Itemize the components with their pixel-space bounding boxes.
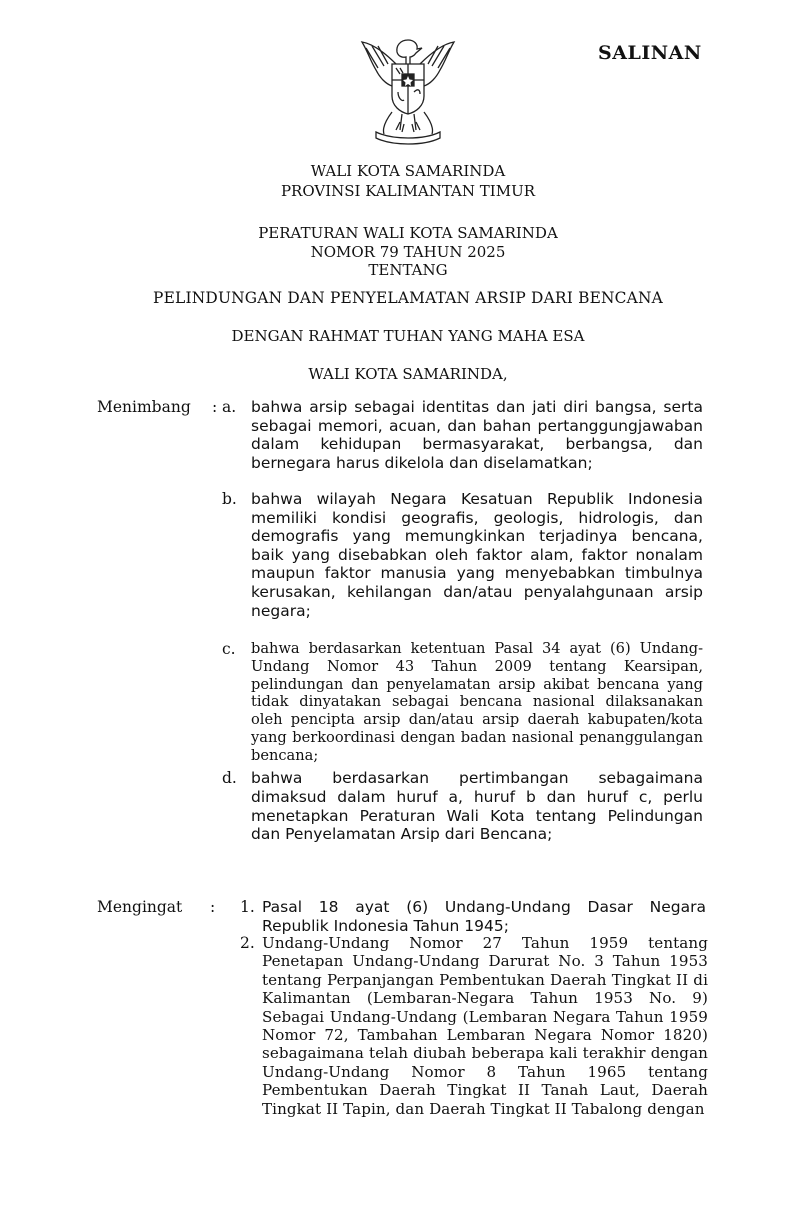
item-marker: b.: [222, 490, 237, 508]
menimbang-label: Menimbang: [97, 398, 191, 416]
regulation-title: PERATURAN WALI KOTA SAMARINDA: [258, 224, 558, 242]
item-marker: d.: [222, 769, 237, 787]
mengingat-label: Mengingat: [97, 898, 183, 916]
item-marker: 2.: [240, 934, 255, 952]
menimbang-colon: :: [212, 398, 218, 416]
item-marker: c.: [222, 640, 236, 658]
official-title: WALI KOTA SAMARINDA: [310, 162, 506, 180]
province-title: PROVINSI KALIMANTAN TIMUR: [280, 182, 536, 200]
item-marker: 1.: [240, 898, 255, 916]
regulation-about: TENTANG: [368, 261, 448, 279]
issuer: WALI KOTA SAMARINDA,: [308, 365, 508, 383]
item-text: bahwa berdasarkan pertimbangan sebagaimana dimaksud dalam huruf a, huruf b dan huruf c, perlu menetapkan Peraturan Wali Kota tentang Pelindungan dan Penyelamatan Arsip dari Bencana;: [251, 769, 703, 844]
item-marker: a.: [222, 398, 237, 416]
invocation: DENGAN RAHMAT TUHAN YANG MAHA ESA: [231, 327, 585, 345]
item-text: Undang-Undang Nomor 27 Tahun 1959 tentang Penetapan Undang-Undang Darurat No. 3 Tahun 1953 tentang Perpanjangan Pembentukan Daerah Tingkat II di Kalimantan (Lembaran-Negara Tahun 1953 No. 9) Sebagai Undang-Undang (Lembaran Negara Tahun 1959 Nomor 72, Tambahan Lembaran Negara Nomor 1820) sebagaimana telah diubah beberapa kali terakhir dengan Undang-Undang Nomor 8 Tahun 1965 tentang Pembentukan Daerah Tingkat II Tanah Laut, Daerah Tingkat II Tapin, dan Daerah Tingkat II Tabalong dengan: [262, 934, 708, 1118]
regulation-number: NOMOR 79 TAHUN 2025: [310, 243, 506, 261]
regulation-subject: PELINDUNGAN DAN PENYELAMATAN ARSIP DARI BENCANA: [153, 289, 663, 307]
item-text: bahwa wilayah Negara Kesatuan Republik Indonesia memiliki kondisi geografis, geologis, hidrologis, dan demografis yang memungkinkan terjadinya bencana, baik yang disebabkan oleh faktor alam, faktor nonalam maupun faktor manusia yang menyebabkan timbulnya kerusakan, kehilangan dan/atau penyalahgunaan arsip negara;: [251, 490, 703, 620]
item-text: bahwa berdasarkan ketentuan Pasal 34 ayat (6) Undang-Undang Nomor 43 Tahun 2009 tentang Kearsipan, pelindungan dan penyelamatan arsip akibat bencana yang tidak dinyatakan sebagai bencana nasional dilaksanakan oleh pencipta arsip dan/atau arsip daerah kabupaten/kota yang berkoordinasi dengan badan nasional penanggulangan bencana;: [251, 640, 703, 764]
item-text: bahwa arsip sebagai identitas dan jati diri bangsa, serta sebagai memori, acuan, dan bahan pertanggungjawaban dalam kehidupan bermasyarakat, berbangsa, dan bernegara harus dikelola dan diselamatkan;: [251, 398, 703, 472]
garuda-emblem-icon: [356, 34, 460, 146]
item-text: Pasal 18 ayat (6) Undang-Undang Dasar Negara Republik Indonesia Tahun 1945;: [262, 898, 706, 935]
copy-stamp: SALINAN: [598, 42, 702, 64]
mengingat-colon: :: [210, 898, 216, 916]
